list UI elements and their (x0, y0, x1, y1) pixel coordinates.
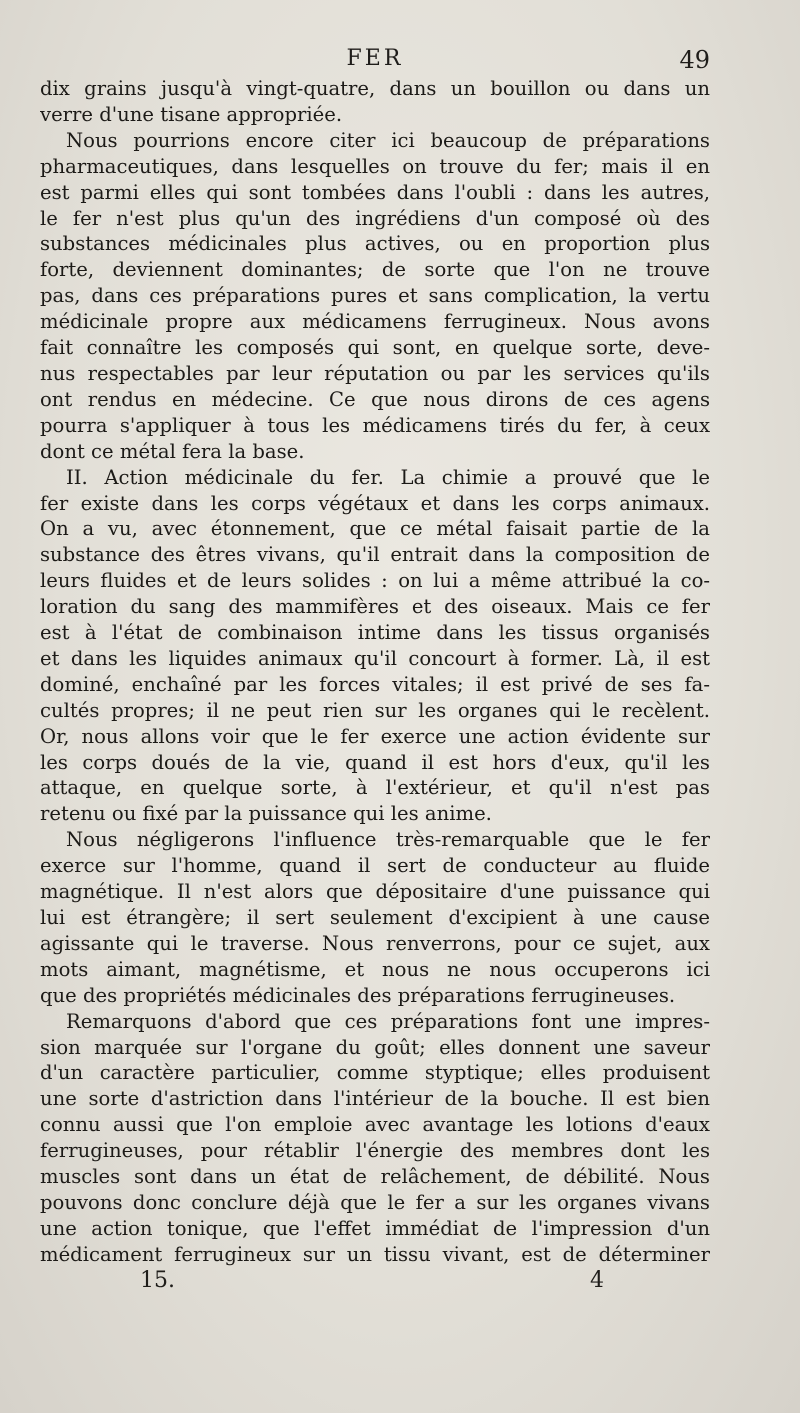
text-line: d'un caractère particulier, comme styptique; elles produisent (40, 1061, 710, 1085)
signature-number: 15. (140, 1268, 175, 1293)
text-line: Nous pourrions encore citer ici beaucoup de préparations (66, 128, 710, 152)
text-line: dominé, enchaîné par les forces vitales; il est privé de ses fa- (40, 672, 710, 696)
text-line: fait connaître les composés qui sont, en quelque sorte, deve- (40, 336, 710, 360)
text-line: que des propriétés médicinales des préparations ferrugineuses. (40, 983, 676, 1007)
text-line: nus respectables par leur réputation ou par les services qu'ils (40, 361, 710, 385)
text-line: retenu ou fixé par la puissance qui les anime. (40, 802, 492, 826)
paragraph (40, 465, 710, 828)
signature-mark: 4 (590, 1268, 604, 1293)
text-line: mots aimant, magnétisme, et nous ne nous occuperons ici (40, 957, 710, 981)
paragraph (40, 1009, 710, 1268)
page-footer (40, 1268, 710, 1308)
body-text (40, 76, 710, 1268)
text-line: est parmi elles qui sont tombées dans l'oubli : dans les autres, (40, 180, 710, 204)
text-line: sion marquée sur l'organe du goût; elles donnent une saveur (40, 1035, 710, 1059)
text-line: ont rendus en médecine. Ce que nous dirons de ces agens (40, 387, 710, 411)
text-line: loration du sang des mammifères et des oiseaux. Mais ce fer (40, 595, 710, 619)
text-line: pourra s'appliquer à tous les médicamens tirés du fer, à ceux (40, 413, 710, 437)
paragraph (40, 76, 710, 128)
text-line: cultés propres; il ne peut rien sur les organes qui le recèlent. (40, 698, 710, 722)
text-line: II. Action médicinale du fer. La chimie a prouvé que le (66, 465, 710, 489)
text-line: substance des êtres vivans, qu'il entrait dans la composition de (40, 543, 710, 567)
text-line: fer existe dans les corps végétaux et dans les corps animaux. (40, 491, 710, 515)
text-line: pas, dans ces préparations pures et sans complication, la vertu (40, 284, 710, 308)
text-line: magnétique. Il n'est alors que dépositaire d'une puissance qui (40, 880, 710, 904)
text-line: Remarquons d'abord que ces préparations font une impres- (66, 1009, 710, 1033)
text-line: une action tonique, que l'effet immédiat de l'impression d'un (40, 1216, 710, 1240)
text-line: ferrugineuses, pour rétablir l'énergie des membres dont les (40, 1139, 710, 1163)
text-line: les corps doués de la vie, quand il est hors d'eux, qu'il les (40, 750, 710, 774)
text-line: Nous négligerons l'influence très-remarquable que le fer (66, 828, 710, 852)
text-line: pouvons donc conclure déjà que le fer a sur les organes vivans (40, 1190, 710, 1214)
text-line: leurs fluides et de leurs solides : on lui a même attribué la co- (40, 569, 710, 593)
paragraph (40, 128, 710, 465)
text-line: une sorte d'astriction dans l'intérieur de la bouche. Il est bien (40, 1087, 710, 1111)
paragraph (40, 827, 710, 1008)
text-line: lui est étrangère; il sert seulement d'excipient à une cause (40, 906, 710, 929)
text-line: est à l'état de combinaison intime dans les tissus organisés (40, 621, 710, 645)
text-line: agissante qui le traverse. Nous renverrons, pour ce sujet, aux (40, 931, 710, 955)
text-line: connu aussi que l'on emploie avec avantage les lotions d'eaux (40, 1113, 710, 1137)
page-number: 49 (679, 46, 710, 74)
text-line: forte, deviennent dominantes; de sorte que l'on ne trouve (40, 258, 710, 282)
text-line: dix grains jusqu'à vingt-quatre, dans un bouillon ou dans un (40, 77, 710, 100)
text-line: muscles sont dans un état de relâchement, de débilité. Nous (40, 1165, 710, 1189)
text-line: attaque, en quelque sorte, à l'extérieur, et qu'il n'est pas (40, 776, 710, 800)
text-line: On a vu, avec étonnement, que ce métal faisait partie de la (40, 517, 710, 541)
text-line: exerce sur l'homme, quand il sert de conducteur au fluide (40, 854, 710, 878)
text-line: verre d'une tisane appropriée. (40, 102, 343, 126)
text-line: dont ce métal fera la base. (40, 439, 305, 463)
text-line: médicament ferrugineux sur un tissu vivant, est de déterminer (40, 1242, 710, 1266)
text-line: médicinale propre aux médicamens ferrugineux. Nous avons (40, 310, 710, 334)
text-line: Or, nous allons voir que le fer exerce une action évidente sur (40, 724, 710, 748)
running-head: FER (346, 46, 404, 71)
text-line: le fer n'est plus qu'un des ingrédiens d'un composé où des (40, 206, 710, 230)
page-header (40, 40, 710, 80)
text-line: et dans les liquides animaux qu'il concourt à former. Là, il est (40, 646, 710, 670)
text-line: substances médicinales plus actives, ou en proportion plus (40, 232, 710, 256)
text-line: pharmaceutiques, dans lesquelles on trouve du fer; mais il en (40, 154, 710, 178)
